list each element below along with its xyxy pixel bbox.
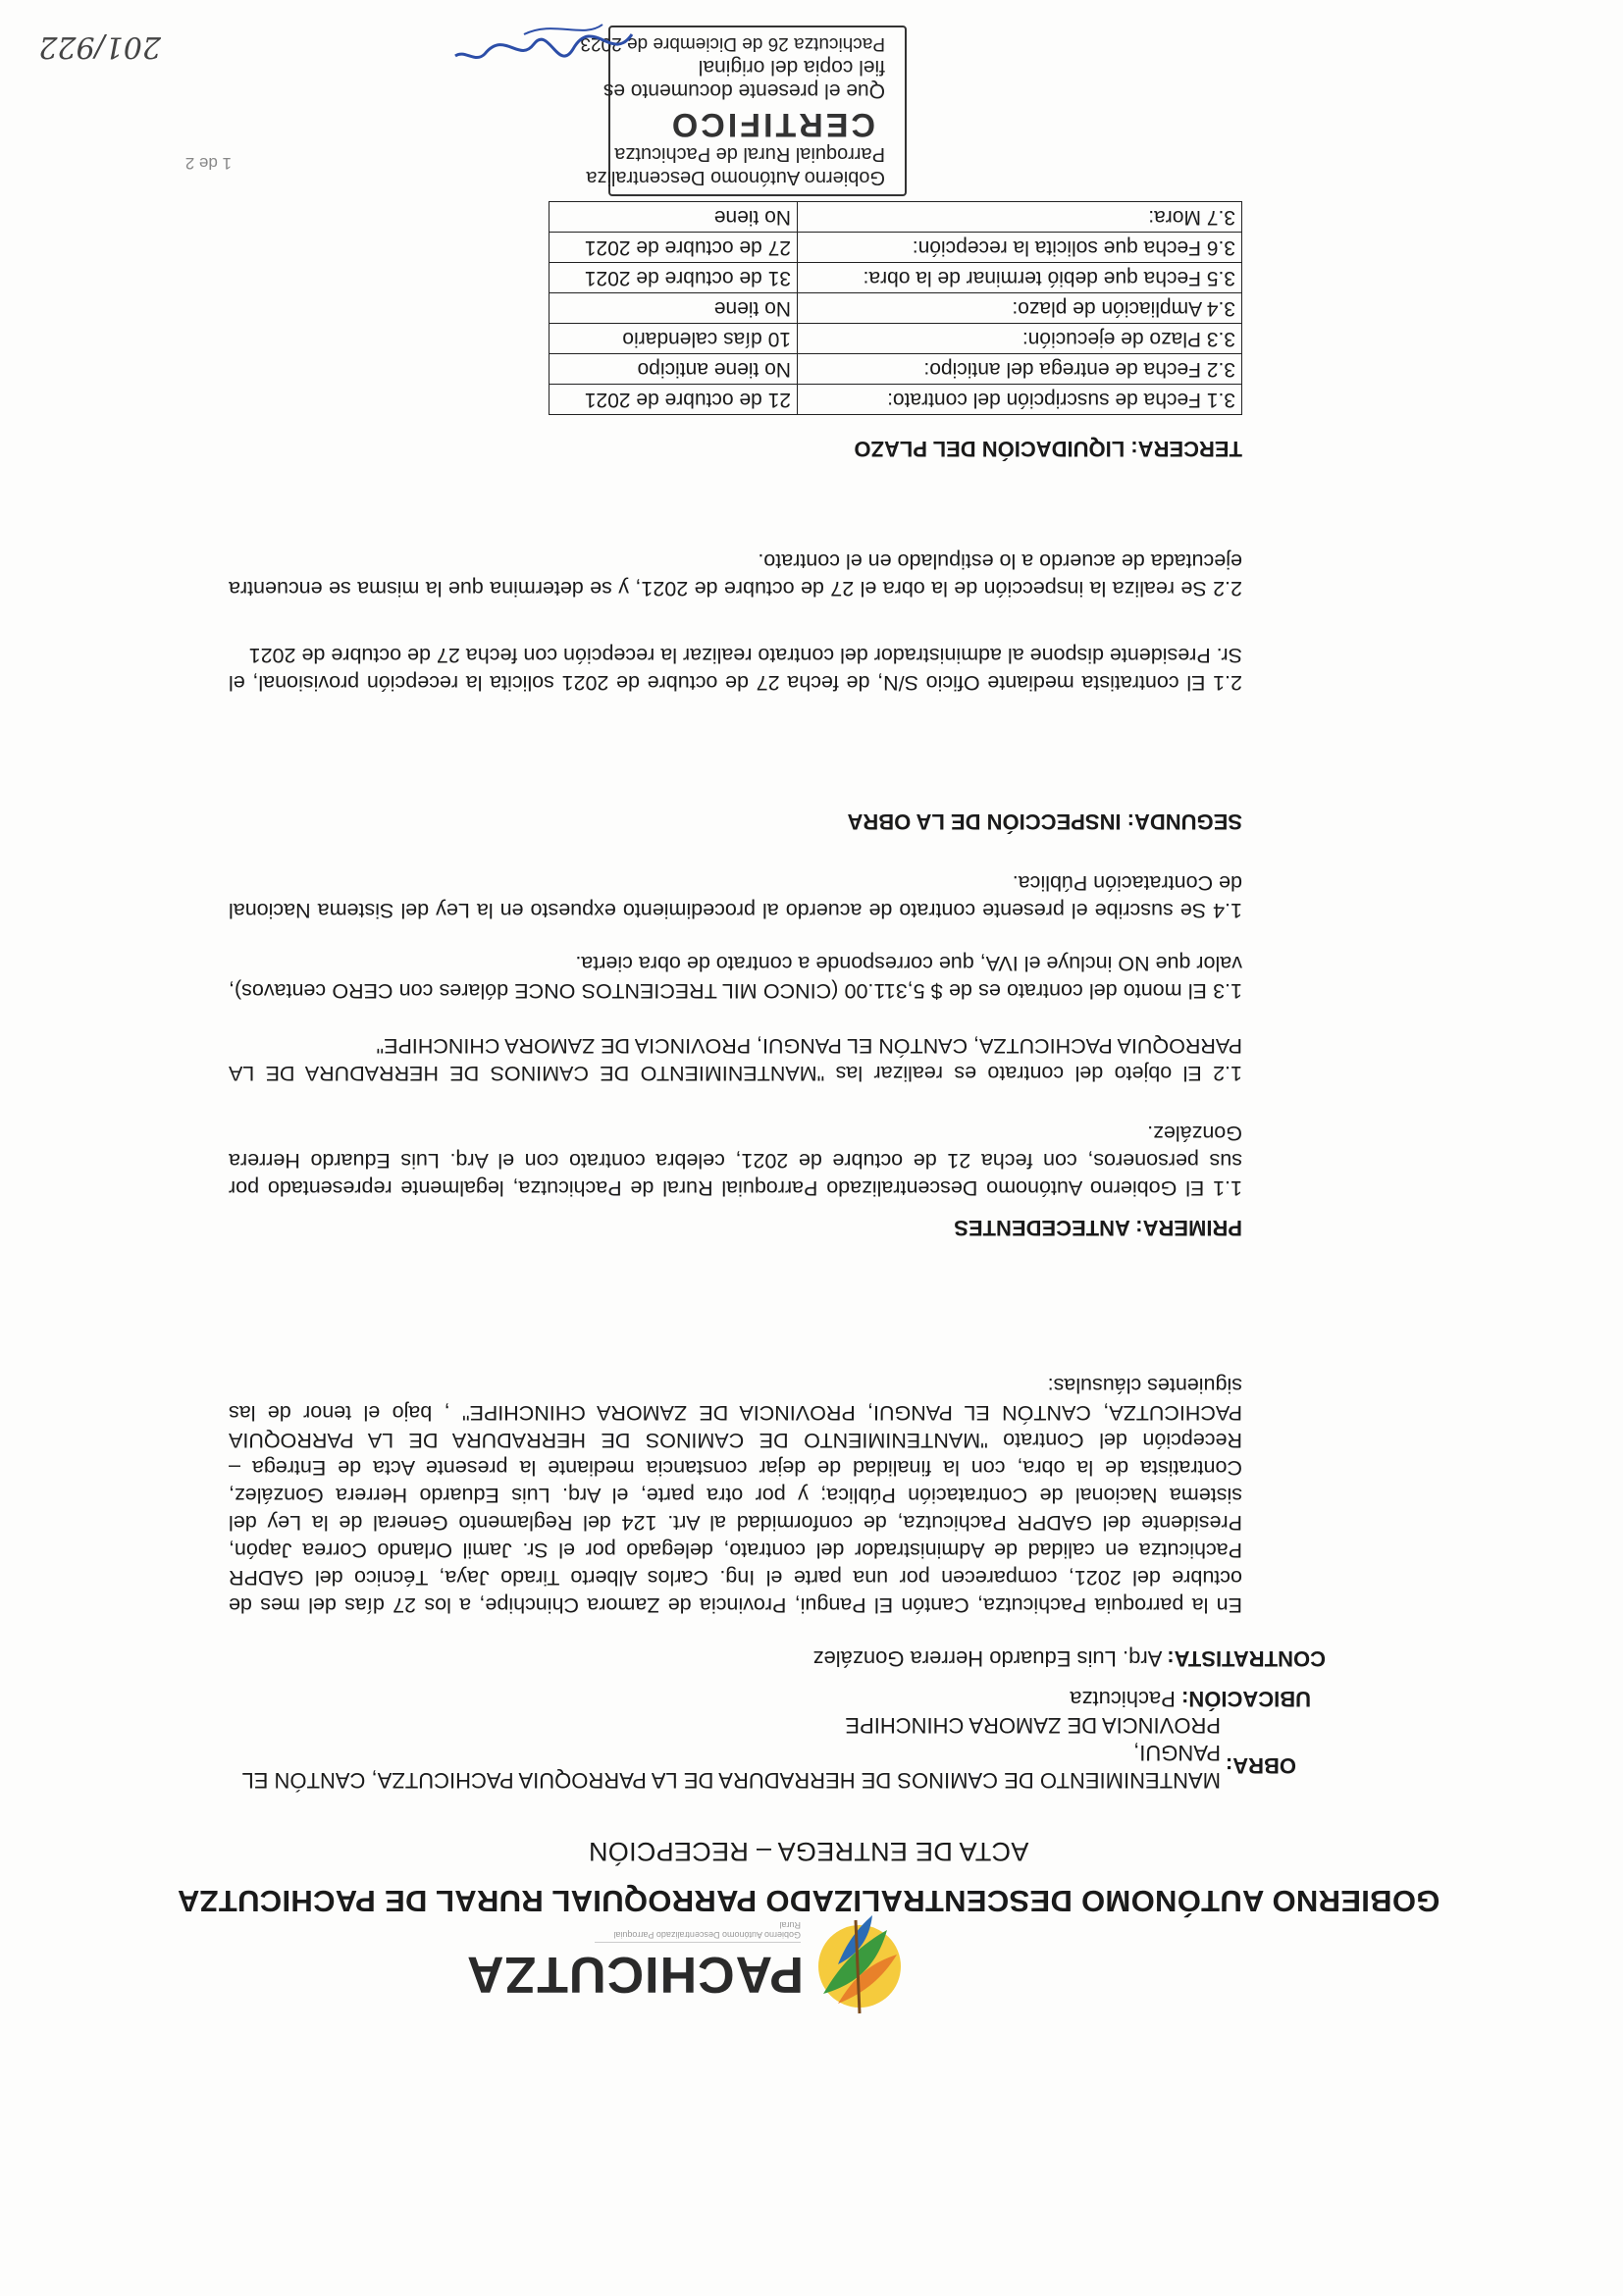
table-row — [550, 293, 1242, 324]
plazo-label: 3.7 Mora: — [798, 202, 1242, 233]
plazo-value: No tiene — [550, 202, 798, 233]
plazo-value: 27 de octubre de 2021 — [550, 233, 798, 263]
primera-heading: PRIMERA: ANTECEDENTES — [954, 1216, 1242, 1240]
obra-line-1: MANTENIMIENTO DE CAMINOS DE HERRADURA DE LA PARROQUIA PACHICUTZA, CANTÓN EL PANGUI, — [242, 1741, 1221, 1793]
logo-name: PACHICUTZA — [465, 1946, 804, 2003]
plazo-table — [549, 201, 1242, 415]
item-1-4: 1.4 Se suscribe el presente contrato de acuerdo al procedimiento expuesto en la Ley del Sistema Nacional de Contratación Pública. — [229, 871, 1242, 922]
plazo-value: No tiene anticipo — [550, 354, 798, 385]
table-row — [550, 385, 1242, 415]
plazo-label: 3.3 Plazo de ejecución: — [798, 324, 1242, 354]
plazo-value: 10 días calendario — [550, 324, 798, 354]
item-2-2: 2.2 Se realiza la inspección de la obra el 27 de octubre de 2021, y se determina que la misma se encuentra ejecutada de acuerdo a lo estipulado en el contrato. — [229, 549, 1242, 600]
table-row — [550, 263, 1242, 293]
obra-line-2: PROVINCIA DE ZAMORA CHINCHIPE — [845, 1713, 1221, 1738]
org-title: GOBIERNO AUTÓNOMO DESCENTRALIZADO PARROQUIAL RURAL DE PACHICUTZA — [177, 1884, 1440, 1918]
plazo-label: 3.1 Fecha de suscripción del contrato: — [798, 385, 1242, 415]
handwritten-folio: 201/922 — [38, 29, 161, 64]
table-row — [550, 354, 1242, 385]
segunda-heading: SEGUNDA: INSPECCIÓN DE LA OBRA — [847, 809, 1242, 834]
acta-title: ACTA DE ENTREGA – RECEPCIÓN — [588, 1837, 1029, 1866]
logo-tagline: Gobierno Autónomo Descentralizado Parroquial Rural — [595, 1920, 801, 1943]
stamp-line-5: Pachicutza 26 de Diciembre de 2023 — [580, 33, 885, 54]
item-1-2: 1.2 El objeto del contrato es realizar las "MANTENIMIENTO DE CAMINOS DE HERRADURA DE LA PARROQUIA PACHICUTZA, CANTÓN EL PANGUI, PROVINCIA DE ZAMORA CHINCHIPE" — [229, 1034, 1242, 1085]
obra-label: OBRA: — [1225, 1753, 1296, 1778]
plazo-value: 21 de octubre de 2021 — [550, 385, 798, 415]
signature-icon — [445, 5, 642, 83]
stamp-line-2: Parroquial Rural de Pachicutza — [614, 143, 885, 165]
contratista-value: Arq. Luis Eduardo Herrera González — [812, 1646, 1163, 1671]
stamp-line-3: Que el presente documento es — [602, 79, 885, 102]
item-1-1: 1.1 El Gobierno Autónomo Descentralizado Parroquial Rural de Pachicutza, legalmente representado por sus personeros, con fecha 21 de octubre de 2021, celebra contrato con el Arq. Luis Eduardo Herrera González. — [229, 1122, 1242, 1200]
logo-mark-icon — [809, 1905, 916, 2023]
stamp-line-4: fiel copia del original — [698, 56, 885, 78]
ubicacion-field — [1070, 1685, 1311, 1712]
plazo-label: 3.4 Ampliación de plazo: — [798, 293, 1242, 324]
table-row — [550, 202, 1242, 233]
page-number: 1 de 2 — [184, 154, 232, 173]
ubicacion-label: UBICACIÓN: — [1181, 1687, 1311, 1711]
item-2-1: 2.1 El contratista mediante Oficio S/N, de fecha 27 de octubre de 2021 solicita la recepción provisional, el Sr. Presidente dispone al administrador del contrato realizar la recepción con fecha 27 de octubre de 2021 — [229, 644, 1242, 695]
plazo-label: 3.6 Fecha que solicita la recepción: — [798, 233, 1242, 263]
stamp-title: CERTIFICO — [668, 106, 875, 143]
item-1-3: 1.3 El monto del contrato es de $ 5,311.00 (CINCO MIL TRECIENTOS ONCE dólares con CERO centavos), valor que NO incluye el IVA, que corresponde a contrato de obra cierta. — [229, 952, 1242, 1003]
contratista-field — [813, 1644, 1326, 1672]
obra-value — [239, 1711, 1221, 1794]
plazo-label: 3.2 Fecha de entrega del anticipo: — [798, 354, 1242, 385]
table-row — [550, 233, 1242, 263]
plazo-value: 31 de octubre de 2021 — [550, 263, 798, 293]
pachicutza-logo — [465, 1905, 916, 2023]
certification-stamp — [580, 26, 907, 196]
contratista-label: CONTRATISTA: — [1167, 1646, 1326, 1671]
ubicacion-value: Pachicutza — [1070, 1687, 1176, 1711]
plazo-label: 3.5 Fecha que debió terminar de la obra: — [798, 263, 1242, 293]
tercera-heading: TERCERA: LIQUIDACIÓN DEL PLAZO — [854, 437, 1242, 461]
plazo-value: No tiene — [550, 293, 798, 324]
intro-paragraph: En la parroquia Pachicutza, Cantón El Pangui, Provincia de Zamora Chinchipe, a los 27 días del mes de octubre del 2021, comparecen por una parte el Ing. Carlos Alberto Tirado Jaya, Técnico del GADPR Pachicutza en calidad de Administrador del contrato, delegado por el Sr. Jamil Orlando Correa Japón, Presidente del GADPR Pachicutza, de conformidad al Art. 124 del Reglamento General de la Ley del sistema Nacional de Contratación Pública; y por otra parte, el Arq. Luis Eduardo Herrera González, Contratista de la obra, con la finalidad de dejar constancia mediante la presente Acta de Entrega – Recepción del Contrato "MANTENIMIENTO DE CAMINOS DE HERRADURA DE LA PARROQUIA PACHICUTZA, CANTÓN EL PANGUI, PROVINCIA DE ZAMORA CHINCHIPE" , bajo el tenor de las siguientes cláusulas: — [229, 1374, 1242, 1617]
table-row — [550, 324, 1242, 354]
stamp-line-1: Gobierno Autónomo Descentraliza — [586, 167, 885, 188]
